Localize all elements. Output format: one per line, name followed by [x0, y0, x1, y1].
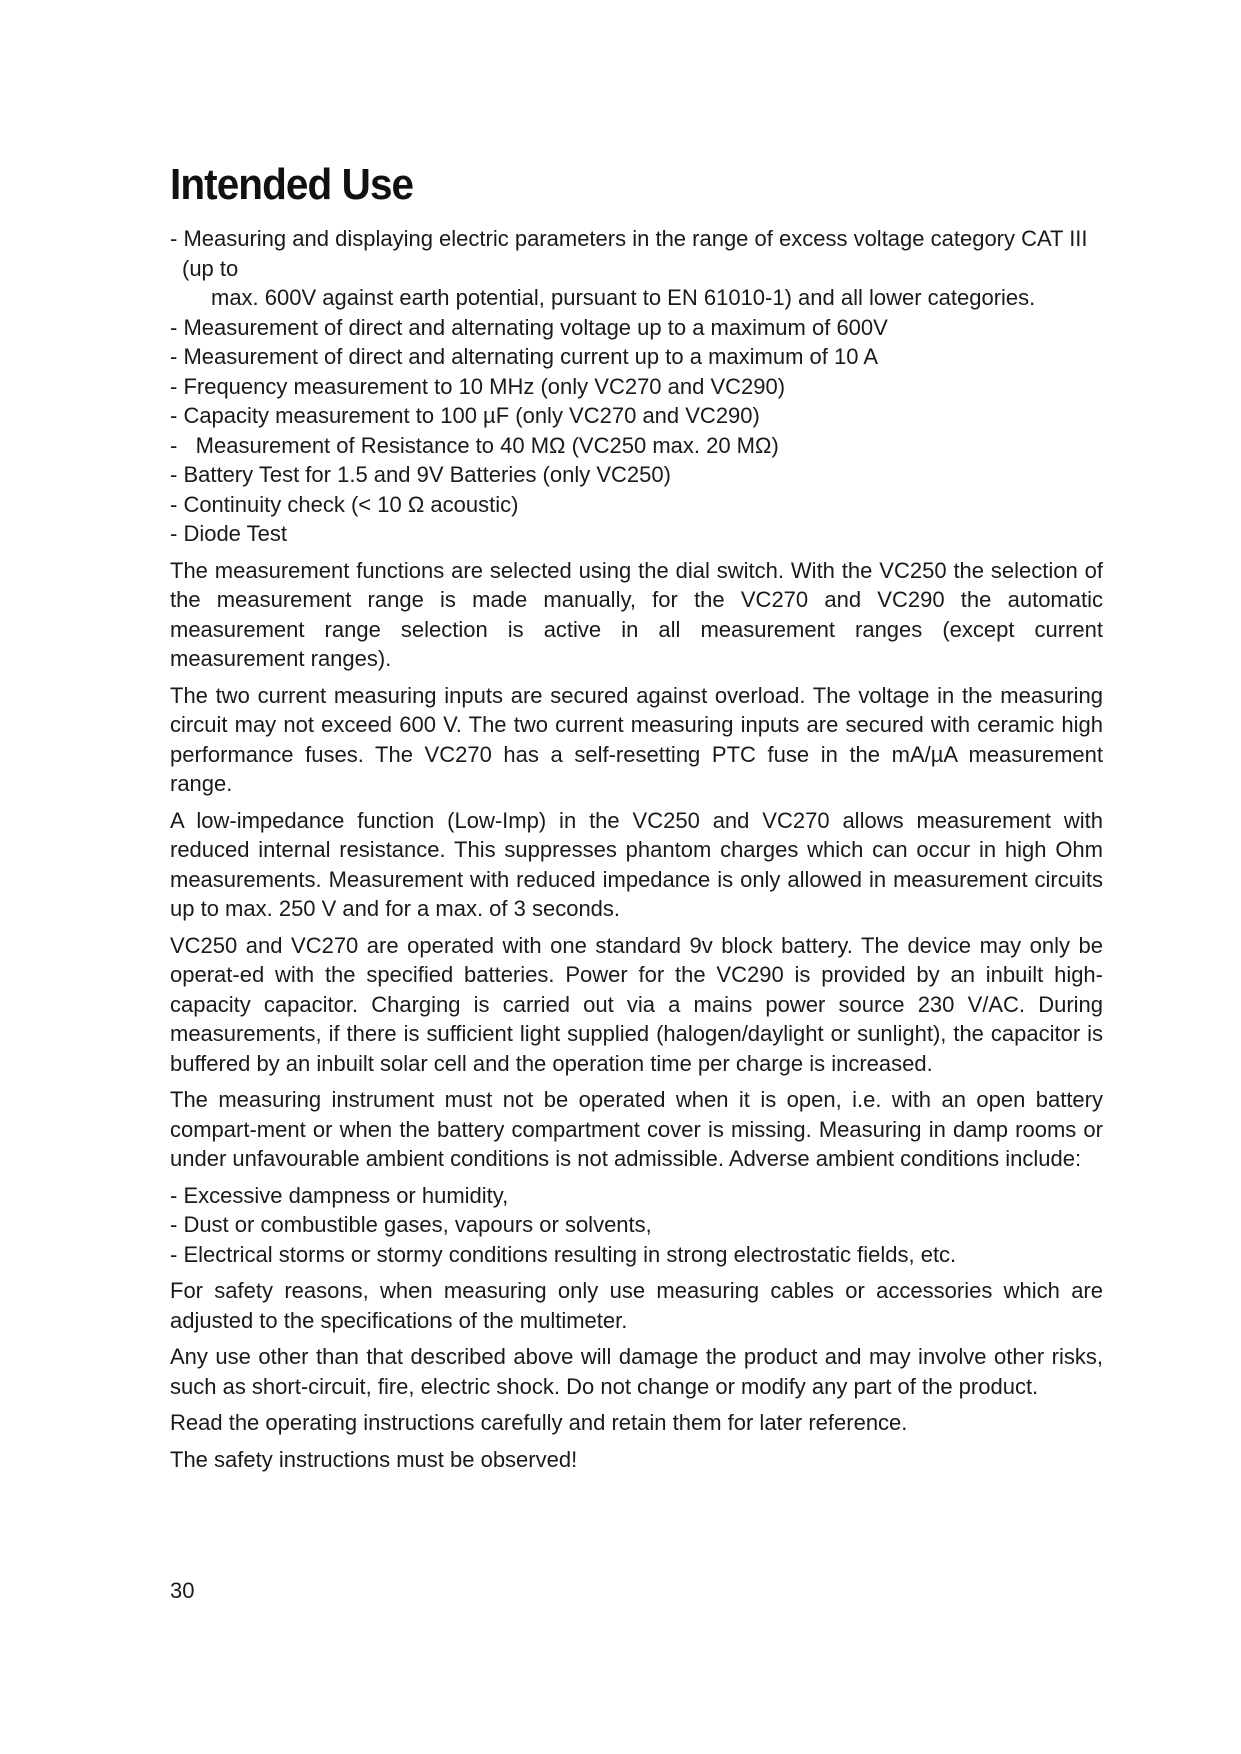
body-text: [170, 224, 1103, 1474]
list-item-text: - Measuring and displaying electric parameters in the range of excess voltage category CAT III (up to: [170, 226, 1088, 281]
paragraph-read-instructions: Read the operating instructions carefully and retain them for later reference.: [170, 1410, 908, 1435]
paragraph-low-impedance: A low-impedance function (Low-Imp) in the VC250 and VC270 allows measurement with reduced internal resistance. This suppresses phantom charges which can occur in high Ohm measurements. Measurement with reduced impedance is only allowed in measurement circuits up to max. 250 V and for a max. of 3 seconds.: [170, 807, 1103, 921]
paragraph-measurement-functions: The measurement functions are selected using the dial switch. With the VC250 the selection of the measurement range is made manually, for the VC270 and VC290 the automatic measurement range selection is active in all measurement ranges (except current measurement ranges).: [170, 557, 1103, 671]
paragraph-current-inputs: The two current measuring inputs are secured against overload. The voltage in the measuring circuit may not exceed 600 V. The two current measuring inputs are secured with ceramic high performance fuses. The VC270 has a self-resetting PTC fuse in the mA/µA measurement range.: [170, 682, 1103, 796]
paragraph-power-supply: VC250 and VC270 are operated with one standard 9v block battery. The device may only be operat-ed with the specified batteries. Power for the VC290 is provided by an inbuilt high-capacity capacitor. Charging is carried out via a mains power source 230 V/AC. During measurements, if there is sufficient light supplied (halogen/daylight or sunlight), the capacitor is buffered by an inbuilt solar cell and the operation time per charge is increased.: [170, 932, 1103, 1076]
list-item: - Continuity check (< 10 Ω acoustic): [170, 491, 519, 517]
list-item: - Excessive dampness or humidity,: [170, 1182, 509, 1208]
list-item: - Battery Test for 1.5 and 9V Batteries (only VC250): [170, 462, 671, 487]
list-item: - Dust or combustible gases, vapours or solvents,: [170, 1212, 652, 1237]
list-item: - Measurement of direct and alternating voltage up to a maximum of 600V: [170, 314, 888, 340]
list-item: [170, 224, 1103, 313]
intended-uses-list: [170, 224, 1103, 549]
page-number: 30: [170, 1578, 195, 1603]
list-item: - Diode Test: [170, 521, 287, 546]
adverse-conditions-list: [170, 1181, 1103, 1270]
paragraph-other-use: Any use other than that described above will damage the product and may involve other risks, such as short-circuit, fire, electric shock. Do not change or modify any part of the product.: [170, 1344, 1103, 1399]
paragraph-operating-conditions: The measuring instrument must not be operated when it is open, i.e. with an open battery compart-ment or when the battery compartment cover is missing. Measuring in damp rooms or under unfavourable ambient conditions is not admissible. Adverse ambient conditions include:: [170, 1087, 1103, 1171]
list-item: - Electrical storms or stormy conditions resulting in strong electrostatic fields, etc.: [170, 1241, 957, 1267]
list-item: - Capacity measurement to 100 µF (only VC270 and VC290): [170, 403, 760, 428]
list-item: - Measurement of Resistance to 40 MΩ (VC250 max. 20 MΩ): [170, 432, 779, 458]
page-title: Intended Use: [170, 160, 414, 209]
list-item: - Measurement of direct and alternating current up to a maximum of 10 A: [170, 344, 879, 369]
page-content: [170, 160, 1103, 1474]
list-item: - Frequency measurement to 10 MHz (only VC270 and VC290): [170, 373, 786, 399]
list-item-continuation: max. 600V against earth potential, pursuant to EN 61010-1) and all lower categories.: [211, 285, 1036, 310]
paragraph-safety-cables: For safety reasons, when measuring only use measuring cables or accessories which are adjusted to the specifications of the multimeter.: [170, 1278, 1103, 1333]
paragraph-safety-observed: The safety instructions must be observed!: [170, 1446, 578, 1472]
